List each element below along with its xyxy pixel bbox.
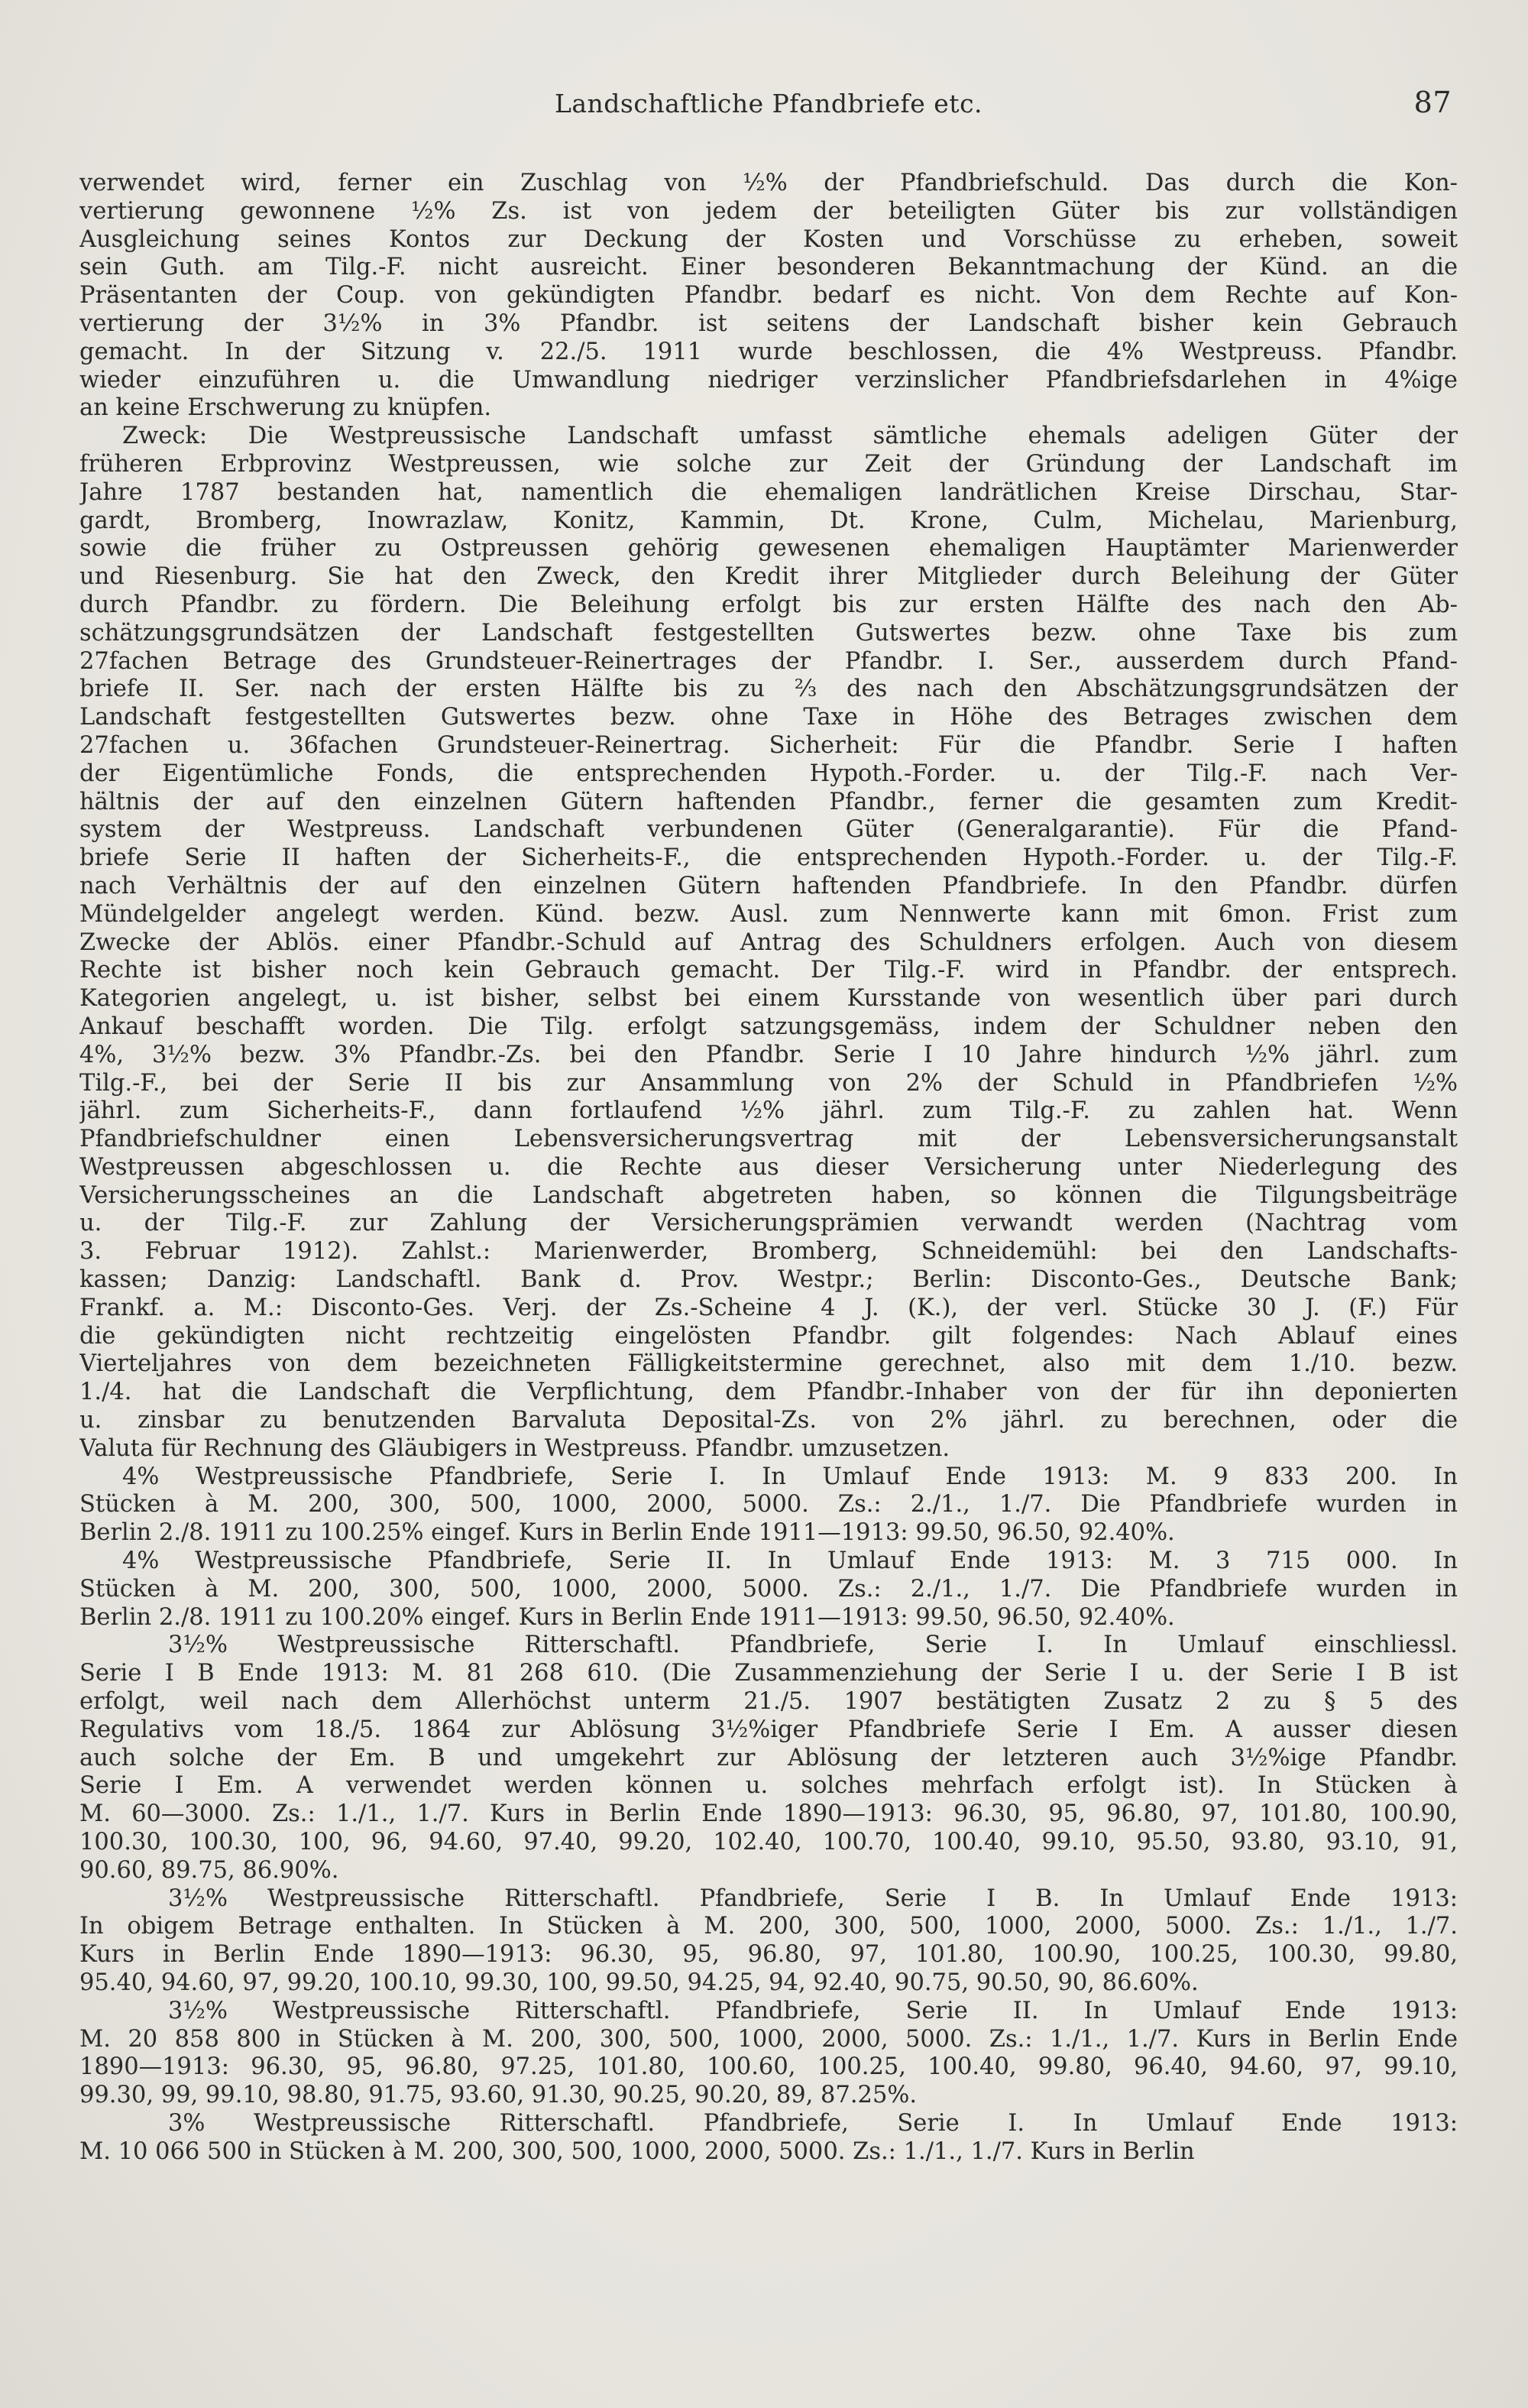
text-line: Präsentanten der Coup. von gekündigten Pfandbr. bedarf es nicht. Von dem Rechte auf Kon- xyxy=(79,282,1458,310)
entry-4pct-serie-2 xyxy=(79,1548,1458,1632)
text-line: früheren Erbprovinz Westpreussen, wie solche zur Zeit der Gründung der Landschaft im xyxy=(79,450,1458,478)
text-line: der Eigentümliche Fonds, die entsprechenden Hypoth.-Forder. u. der Tilg.-F. nach Ver- xyxy=(79,760,1458,787)
page-number: 87 xyxy=(1413,86,1452,119)
text-line: Westpreussen abgeschlossen u. die Rechte aus dieser Versicherung unter Niederlegung des xyxy=(79,1153,1458,1181)
text-line: Jahre 1787 bestanden hat, namentlich die ehemaligen landrätlichen Kreise Dirschau, Star- xyxy=(79,478,1458,506)
text-line: und Riesenburg. Sie hat den Zweck, den Kredit ihrer Mitglieder durch Beleihung der Güter xyxy=(79,563,1458,591)
text-line: Vierteljahres von dem bezeichneten Fälligkeitstermine gerechnet, also mit dem 1./10. bezw. xyxy=(79,1350,1458,1378)
text-line: Mündelgelder angelegt werden. Künd. bezw. Ausl. zum Nennwerte kann mit 6mon. Frist zum xyxy=(79,900,1458,928)
text-line: durch Pfandbr. zu fördern. Die Beleihung erfolgt bis zur ersten Hälfte des nach den Ab- xyxy=(79,591,1458,618)
text-line: Kategorien angelegt, u. ist bisher, selbst bei einem Kursstande von wesentlich über pari durch xyxy=(79,985,1458,1013)
text-line: sowie die früher zu Ostpreussen gehörig gewesenen ehemaligen Hauptämter Marienwerder xyxy=(79,535,1458,562)
text-line: Ankauf beschafft worden. Die Tilg. erfolgt satzungsgemäss, indem der Schuldner neben den xyxy=(79,1013,1458,1040)
text-line: 3½% Westpreussische Ritterschaftl. Pfandbriefe, Serie I B. In Umlauf Ende 1913: xyxy=(168,1885,1458,1912)
text-line: jährl. zum Sicherheits-F., dann fortlaufend ½% jährl. zum Tilg.-F. zu zahlen hat. Wenn xyxy=(79,1097,1458,1125)
text-line: gardt, Bromberg, Inowrazlaw, Konitz, Kammin, Dt. Krone, Culm, Michelau, Marienburg, xyxy=(79,507,1458,534)
text-line: 95.40, 94.60, 97, 99.20, 100.10, 99.30, 100, 99.50, 94.25, 94, 92.40, 90.75, 90.50, 90, 86.60%. xyxy=(79,1969,1199,1996)
text-line: 4% Westpreussische Pfandbriefe, Serie II. In Umlauf Ende 1913: M. 3 715 000. In xyxy=(122,1548,1458,1575)
text-line: 100.30, 100.30, 100, 96, 94.60, 97.40, 99.20, 102.40, 100.70, 100.40, 99.10, 95.50, 93.80, 93.10, 91, xyxy=(79,1829,1458,1856)
body-text xyxy=(79,170,1458,2167)
entry-3-5pct-ritterschaftl-serie-1 xyxy=(79,1632,1458,1885)
text-line: Kurs in Berlin Ende 1890—1913: 96.30, 95, 96.80, 97, 101.80, 100.90, 100.25, 100.30, 99.80, xyxy=(79,1941,1458,1969)
text-line: hältnis der auf den einzelnen Gütern haftenden Pfandbr., ferner die gesamten zum Kredit- xyxy=(79,788,1458,815)
text-line: Stücken à M. 200, 300, 500, 1000, 2000, 5000. Zs.: 2./1., 1./7. Die Pfandbriefe wurden in xyxy=(79,1575,1458,1603)
text-line: u. zinsbar zu benutzenden Barvaluta Deposital-Zs. von 2% jährl. zu berechnen, oder die xyxy=(79,1407,1458,1434)
text-line: Zweck: Die Westpreussische Landschaft umfasst sämtliche ehemals adeligen Güter der xyxy=(122,423,1458,450)
text-line: Berlin 2./8. 1911 zu 100.20% eingef. Kurs in Berlin Ende 1911—1913: 99.50, 96.50, 92.40%. xyxy=(79,1603,1175,1631)
text-line: Regulativs vom 18./5. 1864 zur Ablösung 3½%iger Pfandbriefe Serie I Em. A ausser diesen xyxy=(79,1716,1458,1743)
text-line: die gekündigten nicht rechtzeitig eingelösten Pfandbr. gilt folgendes: Nach Ablauf eines xyxy=(79,1322,1458,1350)
text-line: auch solche der Em. B und umgekehrt zur Ablösung der letzteren auch 3½%ige Pfandbr. xyxy=(79,1744,1458,1771)
text-line: 3½% Westpreussische Ritterschaftl. Pfandbriefe, Serie I. In Umlauf einschliessl. xyxy=(168,1632,1458,1659)
text-line: M. 10 066 500 in Stücken à M. 200, 300, 500, 1000, 2000, 5000. Zs.: 1./1., 1./7. Kurs in Berlin xyxy=(79,2137,1195,2165)
text-line: briefe II. Ser. nach der ersten Hälfte bis zu ⅔ des nach den Abschätzungsgrundsätzen der xyxy=(79,676,1458,703)
text-line: M. 20 858 800 in Stücken à M. 200, 300, 500, 1000, 2000, 5000. Zs.: 1./1., 1./7. Kurs in Berlin Ende xyxy=(79,2025,1458,2053)
text-line: vertierung der 3½% in 3% Pfandbr. ist seitens der Landschaft bisher kein Gebrauch xyxy=(79,310,1458,337)
text-line: 3% Westpreussische Ritterschaftl. Pfandbriefe, Serie I. In Umlauf Ende 1913: xyxy=(168,2109,1458,2137)
text-line: 4% Westpreussische Pfandbriefe, Serie I. In Umlauf Ende 1913: M. 9 833 200. In xyxy=(122,1463,1458,1490)
text-line: Pfandbriefschuldner einen Lebensversicherungsvertrag mit der Lebensversicherungsanstalt xyxy=(79,1126,1458,1153)
entry-4pct-serie-1 xyxy=(79,1463,1458,1548)
text-line: schätzungsgrundsätzen der Landschaft festgestellten Gutswertes bezw. ohne Taxe bis zum xyxy=(79,619,1458,647)
text-line: M. 60—3000. Zs.: 1./1., 1./7. Kurs in Berlin Ende 1890—1913: 96.30, 95, 96.80, 97, 101.80, 100.90, xyxy=(79,1800,1458,1828)
text-line: 3. Februar 1912). Zahlst.: Marienwerder, Bromberg, Schneidemühl: bei den Landschafts- xyxy=(79,1238,1458,1266)
text-line: Stücken à M. 200, 300, 500, 1000, 2000, 5000. Zs.: 2./1., 1./7. Die Pfandbriefe wurden in xyxy=(79,1491,1458,1518)
text-line: Frankf. a. M.: Disconto-Ges. Verj. der Zs.-Scheine 4 J. (K.), der verl. Stücke 30 J. (F.) Für xyxy=(79,1294,1458,1321)
text-line: wieder einzuführen u. die Umwandlung niedriger verzinslicher Pfandbriefsdarlehen in 4%ige xyxy=(79,366,1458,394)
text-line: nach Verhältnis der auf den einzelnen Gütern haftenden Pfandbriefe. In den Pfandbr. dürfen xyxy=(79,872,1458,899)
text-line: 1./4. hat die Landschaft die Verpflichtung, dem Pfandbr.-Inhaber von der für ihn deponierten xyxy=(79,1379,1458,1406)
text-line: Serie I B Ende 1913: M. 81 268 610. (Die Zusammenziehung der Serie I u. der Serie I B ist xyxy=(79,1660,1458,1687)
text-line: an keine Erschwerung zu knüpfen. xyxy=(79,394,492,422)
text-line: u. der Tilg.-F. zur Zahlung der Versicherungsprämien verwandt werden (Nachtrag vom xyxy=(79,1210,1458,1237)
text-line: sein Guth. am Tilg.-F. nicht ausreicht. Einer besonderen Bekanntmachung der Künd. an die xyxy=(79,254,1458,281)
paragraph-conversion xyxy=(79,170,1458,423)
text-line: 90.60, 89.75, 86.90%. xyxy=(79,1856,339,1884)
text-line: 4%, 3½% bezw. 3% Pfandbr.-Zs. bei den Pfandbr. Serie I 10 Jahre hindurch ½% jährl. zum xyxy=(79,1041,1458,1068)
entry-3pct-ritterschaftl-serie-1 xyxy=(79,2110,1458,2167)
text-line: Landschaft festgestellten Gutswertes bezw. ohne Taxe in Höhe des Betrages zwischen dem xyxy=(79,704,1458,731)
running-title: Landschaftliche Pfandbriefe etc. xyxy=(554,89,983,118)
text-line: Versicherungsscheines an die Landschaft abgetreten haben, so können die Tilgungsbeiträge xyxy=(79,1181,1458,1209)
text-line: 27fachen u. 36fachen Grundsteuer-Reinertrag. Sicherheit: Für die Pfandbr. Serie I haften xyxy=(79,731,1458,759)
text-line: In obigem Betrage enthalten. In Stücken à M. 200, 300, 500, 1000, 2000, 5000. Zs.: 1./1., 1./7. xyxy=(79,1913,1458,1940)
entry-3-5pct-ritterschaftl-serie-2 xyxy=(79,1998,1458,2110)
text-line: erfolgt, weil nach dem Allerhöchst unterm 21./5. 1907 bestätigten Zusatz 2 zu § 5 des xyxy=(79,1688,1458,1716)
text-line: Valuta für Rechnung des Gläubigers in Westpreuss. Pfandbr. umzusetzen. xyxy=(79,1434,950,1462)
paragraph-zweck xyxy=(79,423,1458,1463)
text-line: Berlin 2./8. 1911 zu 100.25% eingef. Kurs in Berlin Ende 1911—1913: 99.50, 96.50, 92.40%. xyxy=(79,1519,1175,1547)
text-line: Serie I Em. A verwendet werden können u. solches mehrfach erfolgt ist). In Stücken à xyxy=(79,1772,1458,1800)
text-line: verwendet wird, ferner ein Zuschlag von ½% der Pfandbriefschuld. Das durch die Kon- xyxy=(79,170,1458,196)
text-line: vertierung gewonnene ½% Zs. ist von jedem der beteiligten Güter bis zur vollständigen xyxy=(79,197,1458,225)
text-line: 99.30, 99, 99.10, 98.80, 91.75, 93.60, 91.30, 90.25, 90.20, 89, 87.25%. xyxy=(79,2082,918,2109)
text-line: 3½% Westpreussische Ritterschaftl. Pfandbriefe, Serie II. In Umlauf Ende 1913: xyxy=(168,1997,1458,2024)
text-line: system der Westpreuss. Landschaft verbundenen Güter (Generalgarantie). Für die Pfand- xyxy=(79,816,1458,844)
text-line: 1890—1913: 96.30, 95, 96.80, 97.25, 101.80, 100.60, 100.25, 100.40, 99.80, 96.40, 94.60, 97, 99.10, xyxy=(79,2053,1458,2081)
text-line: Ausgleichung seines Kontos zur Deckung der Kosten und Vorschüsse zu erheben, soweit xyxy=(79,225,1458,253)
text-line: Zwecke der Ablös. einer Pfandbr.-Schuld auf Antrag des Schuldners erfolgen. Auch von diesem xyxy=(79,929,1458,956)
text-line: gemacht. In der Sitzung v. 22./5. 1911 wurde beschlossen, die 4% Westpreuss. Pfandbr. xyxy=(79,338,1458,365)
running-head xyxy=(79,86,1458,131)
text-line: Rechte ist bisher noch kein Gebrauch gemacht. Der Tilg.-F. wird in Pfandbr. der entsprech. xyxy=(79,957,1458,984)
entry-3-5pct-ritterschaftl-serie-1b xyxy=(79,1885,1458,1998)
text-line: briefe Serie II haften der Sicherheits-F., die entsprechenden Hypoth.-Forder. u. der Tilg.-F. xyxy=(79,844,1458,872)
text-line: 27fachen Betrage des Grundsteuer-Reinertrages der Pfandbr. I. Ser., ausserdem durch Pfand- xyxy=(79,647,1458,675)
text-line: kassen; Danzig: Landschaftl. Bank d. Prov. Westpr.; Berlin: Disconto-Ges., Deutsche Bank; xyxy=(79,1266,1458,1294)
text-line: Tilg.-F., bei der Serie II bis zur Ansammlung von 2% der Schuld in Pfandbriefen ½% xyxy=(79,1069,1458,1097)
